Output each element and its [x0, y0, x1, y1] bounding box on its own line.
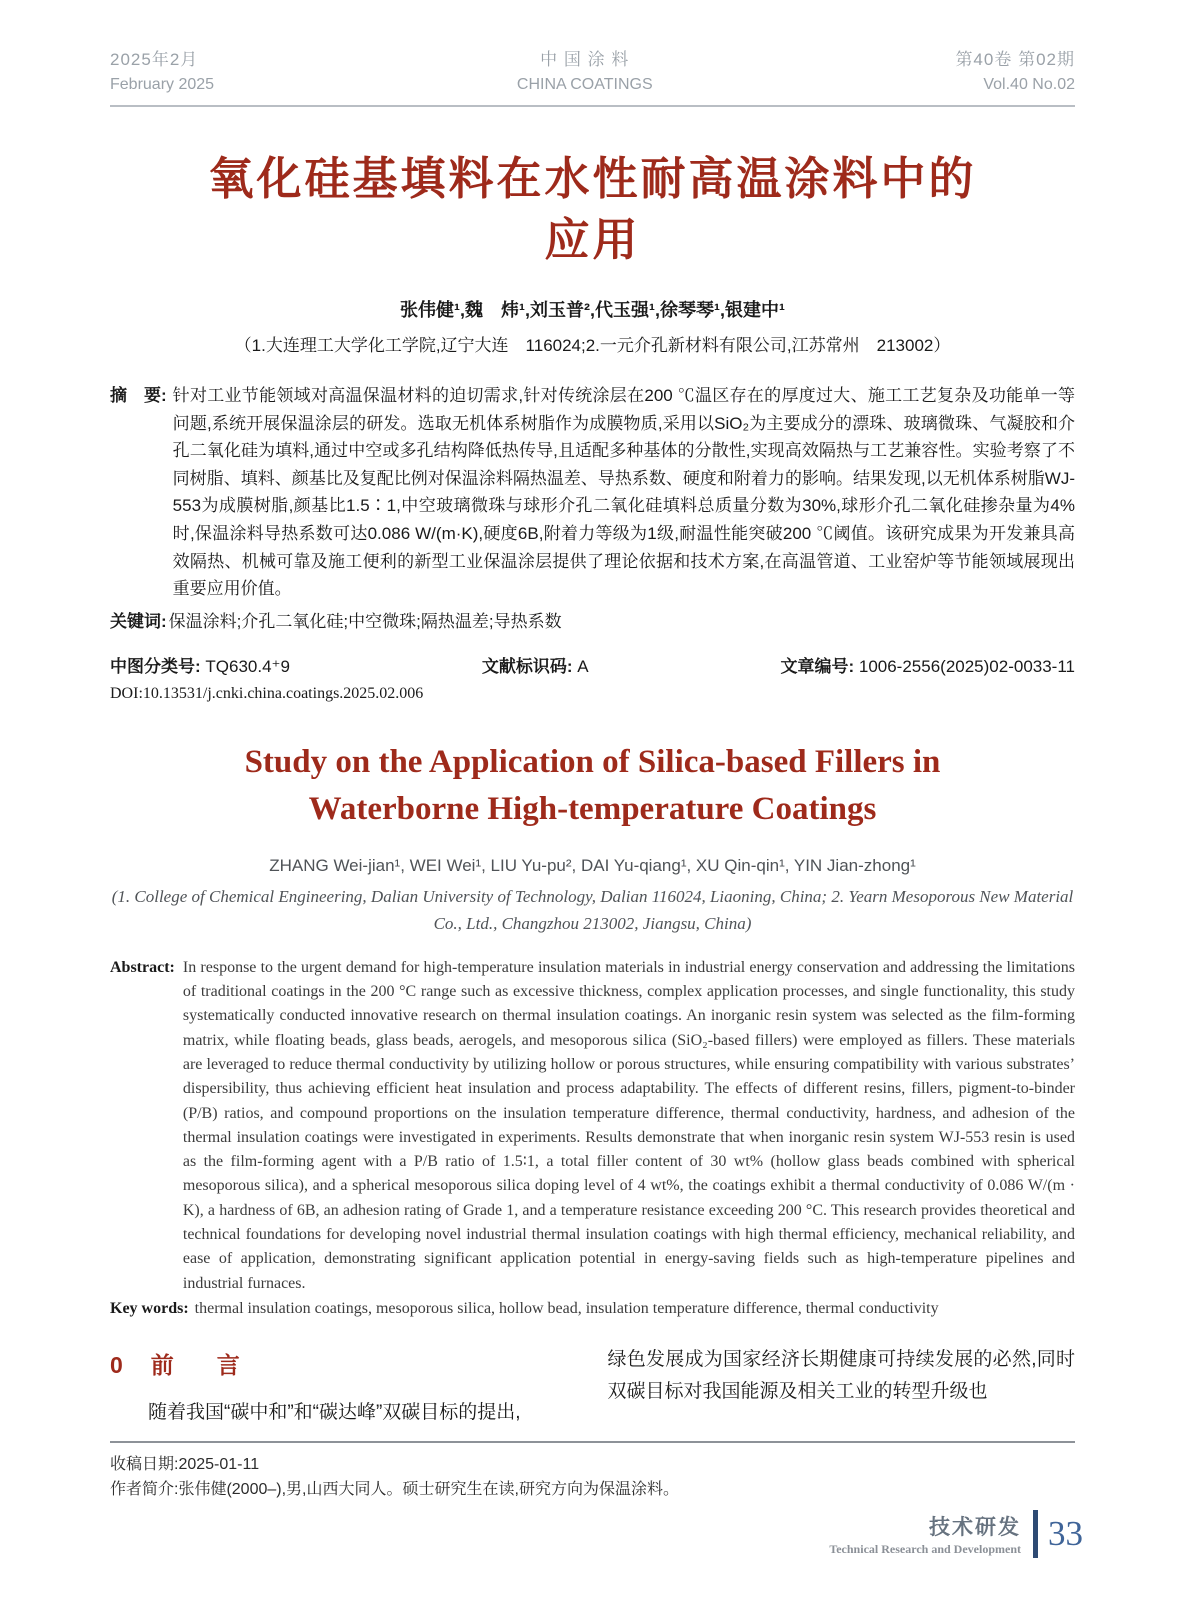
- header-date-zh: 2025年2月: [110, 50, 199, 69]
- article-title-en-line1: Study on the Application of Silica-based Fillers in: [244, 743, 941, 780]
- footer-section-en: Technical Research and Development: [829, 1542, 1021, 1556]
- received-date-label: 收稿日期:: [110, 1456, 179, 1474]
- authors-zh: 张伟健¹,魏 炜¹,刘玉普²,代玉强¹,徐琴琴¹,银建中¹: [400, 300, 785, 321]
- footer-section-zh: 技术研发: [929, 1516, 1021, 1539]
- journal-header: [110, 48, 1075, 107]
- article-title-en: [110, 739, 1075, 835]
- abstract-zh-label: 摘 要:: [110, 386, 167, 406]
- page-number: 33: [1048, 1514, 1083, 1553]
- article-id-label: 文章编号:: [780, 656, 855, 676]
- keywords-zh: [110, 607, 1075, 632]
- document-code-label: 文献标识码:: [481, 656, 573, 676]
- keywords-zh-text: 保温涂料;介孔二氧化硅;中空微珠;隔热温差;导热系数: [168, 611, 562, 631]
- keywords-en: [110, 1300, 1075, 1318]
- author-bio-value: 张伟健(2000–),男,山西大同人。硕士研究生在读,研究方向为保温涂料。: [178, 1481, 679, 1499]
- article-title-zh: [110, 149, 1075, 271]
- footnotes: [110, 1441, 1075, 1503]
- introduction-section: [110, 1344, 1075, 1429]
- article-title-en-line2: Waterborne High-temperature Coatings: [308, 791, 877, 828]
- intro-paragraph-left: 随着我国“碳中和”和“碳达峰”双碳目标的提出,: [148, 1402, 521, 1424]
- document-code: [482, 652, 589, 677]
- abstract-zh: [110, 382, 1075, 602]
- clc-number: [110, 652, 290, 677]
- abstract-en-text: In response to the urgent demand for high-temperature insulation materials in industrial energy conservation and addressing the limitations of traditional coatings in the 200 °C range such as excessive thickness, complex application processes, and single functionality, this study systematically conducted innovative research on thermal insulation coatings. An inorganic resin system was selected as the film-forming matrix, while floating beads, glass beads, aerogels, and mesoporous silica (SiO₂-based fillers) were employed as fillers. These materials are leveraged to reduce thermal conductivity by utilizing hollow or porous structures, while ensuring compatibility with various substrates’ dispersibility, thus achieving efficient heat insulation and process adaptability. The effects of different resins, fillers, pigment-to-binder (P/B) ratios, and compound proportions on the insulation temperature difference, thermal conductivity, hardness, and adhesion of the thermal insulation coatings were investigated in experiments. Results demonstrate that when inorganic resin system WJ-553 resin is used as the film-forming agent with a P/B ratio of 1.5∶1, a total filler content of 30 wt% (hollow glass beads combined with spherical mesoporous silica), and a spherical mesoporous silica doping level of 4 wt%, the coatings exhibit a thermal conductivity of 0.086 W/(m · K), a hardness of 6B, an adhesion rating of Grade 1, and a temperature resistance exceeding 200 °C. This research provides theoretical and technical foundations for developing novel industrial thermal insulation coatings with high thermal efficiency, mechanical reliability, and ease of application, demonstrating significant application potential in energy-saving fields such as high-temperature pipelines and industrial furnaces.: [182, 958, 1075, 1292]
- abstract-en-label: Abstract:: [110, 958, 175, 976]
- article-id: [780, 652, 1075, 677]
- received-date-value: 2025-01-11: [178, 1456, 260, 1474]
- section-number: 0: [110, 1352, 123, 1379]
- header-journal-en: CHINA COATINGS: [516, 75, 653, 93]
- header-date-en: February 2025: [110, 75, 215, 93]
- affiliation-zh: （1.大连理工大学化工学院,辽宁大连 116024;2.一元介孔新材料有限公司,江苏常州 213002）: [234, 336, 951, 356]
- clc-label: 中图分类号:: [110, 656, 201, 676]
- article-title-zh-line2: 应用: [544, 213, 641, 265]
- header-date: [110, 48, 214, 96]
- section-heading: [110, 1346, 578, 1385]
- authors-en: ZHANG Wei-jian¹, WEI Wei¹, LIU Yu-pu², DAI Yu-qiang¹, XU Qin-qin¹, YIN Jian-zhong¹: [269, 856, 916, 876]
- header-journal-zh: 中 国 涂 料: [540, 50, 630, 69]
- document-code-value: A: [577, 656, 589, 676]
- affiliation-en: (1. College of Chemical Engineering, Dalian University of Technology, Dalian 116024, Liaoning, China; 2. Yearn Mesoporous New Material Co., Ltd., Changzhou 213002, Jiangsu, China): [111, 887, 1074, 934]
- intro-column-right: [608, 1344, 1076, 1429]
- author-bio-line: [110, 1478, 1075, 1503]
- keywords-en-text: thermal insulation coatings, mesoporous silica, hollow bead, insulation temperature difference, thermal conductivity: [194, 1300, 939, 1318]
- article-title-zh-line1: 氧化硅基填料在水性耐高温涂料中的: [208, 152, 977, 204]
- meta-row: [110, 652, 1075, 677]
- footer-divider-bar: [1033, 1510, 1038, 1558]
- article-id-value: 1006-2556(2025)02-0033-11: [858, 656, 1075, 676]
- received-date-line: [110, 1453, 1075, 1478]
- section-title: 前 言: [150, 1352, 250, 1379]
- header-journal-name: [517, 48, 653, 96]
- header-issue-en: Vol.40 No.02: [983, 75, 1075, 93]
- intro-paragraph-right: 绿色发展成为国家经济长期健康可持续发展的必然,同时双碳目标对我国能源及相关工业的转型升级也: [607, 1349, 1075, 1403]
- keywords-zh-label: 关键词:: [110, 611, 167, 631]
- page-footer: [829, 1510, 1083, 1558]
- intro-column-left: [110, 1344, 578, 1429]
- abstract-en: [110, 956, 1075, 1296]
- author-bio-label: 作者简介:: [110, 1481, 179, 1499]
- header-issue-zh: 第40卷 第02期: [955, 50, 1075, 69]
- keywords-en-label: Key words:: [110, 1300, 189, 1318]
- header-issue: [955, 48, 1075, 96]
- doi: DOI:10.13531/j.cnki.china.coatings.2025.02.006: [110, 684, 424, 702]
- clc-value: TQ630.4⁺9: [205, 656, 290, 676]
- abstract-zh-text: 针对工业节能领域对高温保温材料的迫切需求,针对传统涂层在200 ℃温区存在的厚度过大、施工工艺复杂及功能单一等问题,系统开展保温涂层的研发。选取无机体系树脂作为成膜物质,采用以SiO₂为主要成分的漂珠、玻璃微珠、气凝胶和介孔二氧化硅为填料,通过中空或多孔结构降低热传导,且适配多种基体的分散性,实现高效隔热与工艺兼容性。实验考察了不同树脂、填料、颜基比及复配比例对保温涂料隔热温差、导热系数、硬度和附着力的影响。结果发现,以无机体系树脂WJ-553为成膜树脂,颜基比1.5∶1,中空玻璃微珠与球形介孔二氧化硅填料总质量分数为30%,球形介孔二氧化硅掺杂量为4%时,保温涂料导热系数可达0.086 W/(m·K),硬度6B,附着力等级为1级,耐温性能突破200 ℃阈值。该研究成果为开发兼具高效隔热、机械可靠及施工便利的新型工业保温涂层提供了理论依据和技术方案,在高温管道、工业窑炉等节能领域展现出重要应用价值。: [172, 386, 1075, 599]
- footer-section-name: [829, 1511, 1021, 1557]
